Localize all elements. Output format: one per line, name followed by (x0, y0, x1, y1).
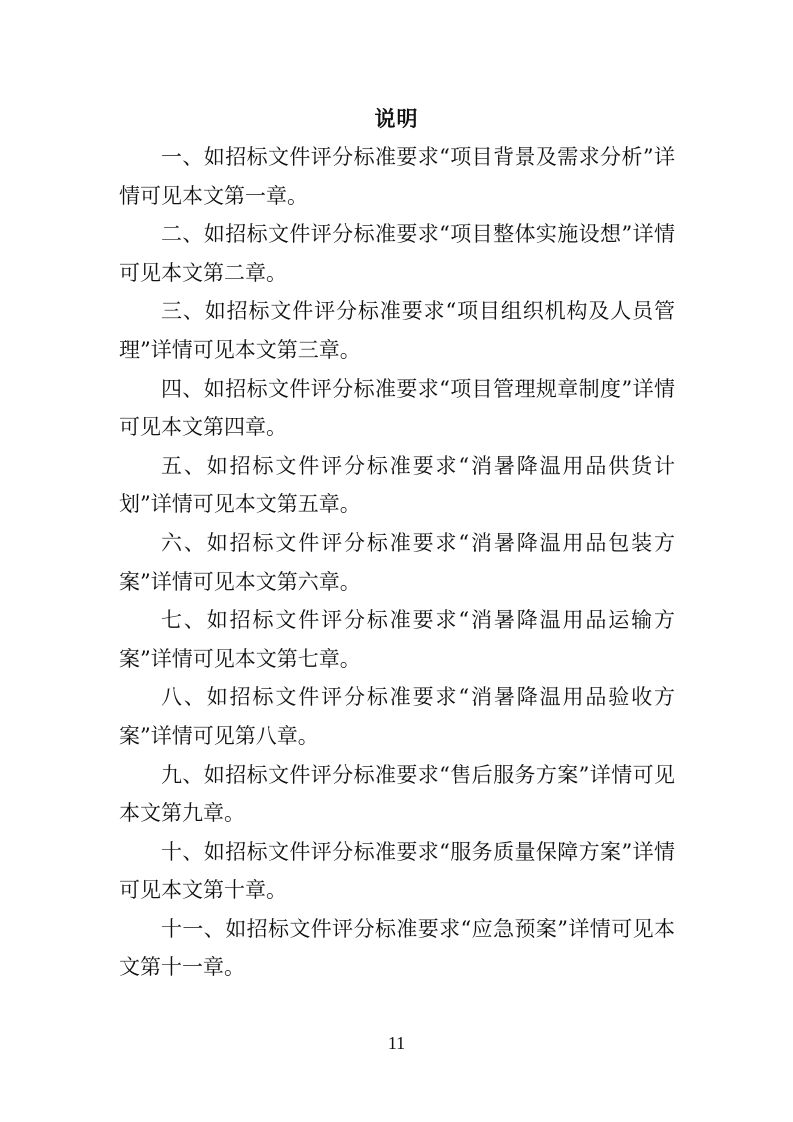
paragraph-6: 六、如招标文件评分标准要求“消暑降温用品包装方案”详情可见本文第六章。 (119, 530, 675, 594)
paragraph-3: 三、如招标文件评分标准要求“项目组织机构及人员管理”详情可见本文第三章。 (119, 299, 675, 362)
paragraph-10: 十、如招标文件评分标准要求“服务质量保障方案”详情可见本文第十章。 (119, 839, 675, 903)
page-number: 11 (387, 1033, 406, 1053)
paragraph-7: 七、如招标文件评分标准要求“消暑降温用品运输方案”详情可见本文第七章。 (119, 608, 675, 671)
paragraph-9: 九、如招标文件评分标准要求“售后服务方案”详情可见本文第九章。 (119, 762, 675, 826)
paragraph-8: 八、如招标文件评分标准要求“消暑降温用品验收方案”详情可见第八章。 (119, 685, 675, 748)
paragraph-5: 五、如招标文件评分标准要求“消暑降温用品供货计划”详情可见本文第五章。 (119, 453, 675, 517)
page-title: 说明 (374, 106, 419, 131)
paragraph-2: 二、如招标文件评分标准要求“项目整体实施设想”详情可见本文第二章。 (119, 222, 675, 285)
paragraph-1: 一、如招标文件评分标准要求“项目背景及需求分析”详情可见本文第一章。 (119, 145, 675, 208)
paragraph-4: 四、如招标文件评分标准要求“项目管理规章制度”详情可见本文第四章。 (119, 376, 675, 440)
paragraph-11: 十一、如招标文件评分标准要求“应急预案”详情可见本文第十一章。 (119, 916, 675, 980)
explanation-list (119, 138, 675, 987)
